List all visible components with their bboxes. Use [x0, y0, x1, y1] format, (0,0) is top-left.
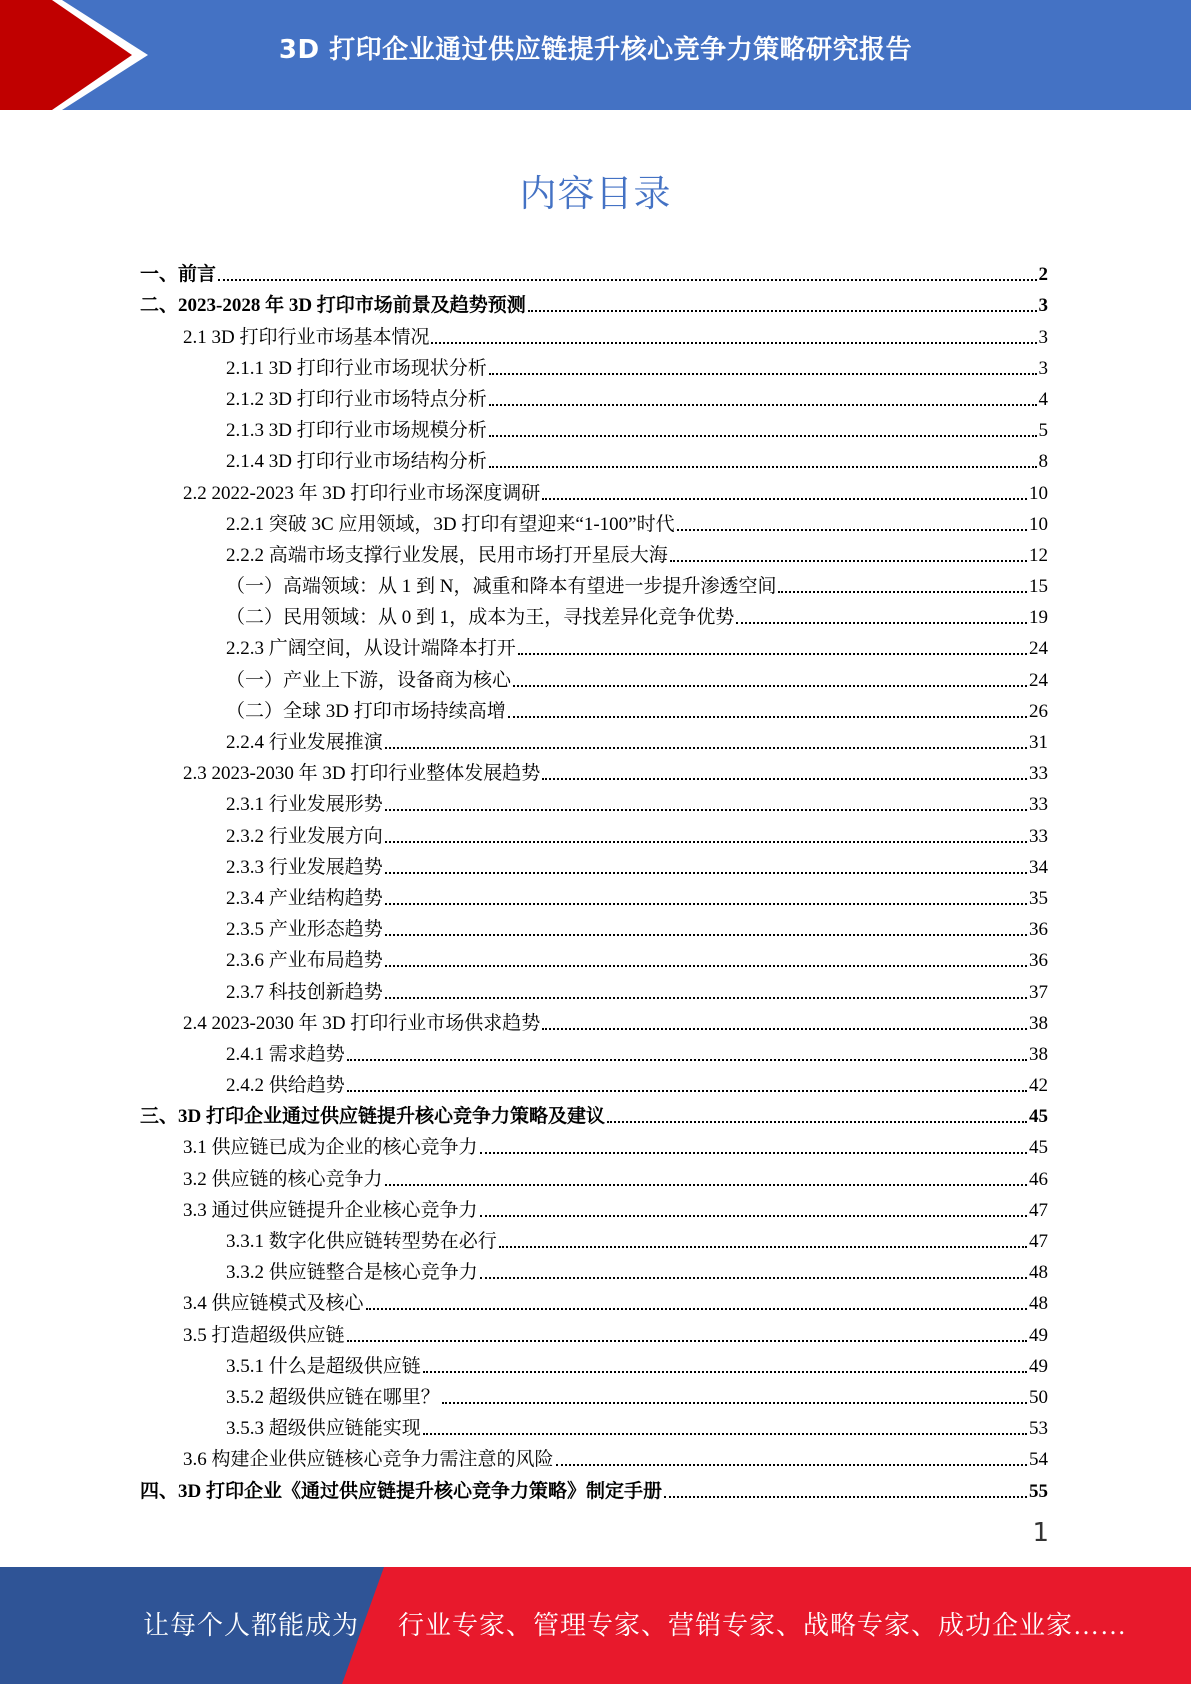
toc-entry-label: 2.2.2 高端市场支撑行业发展，民用市场打开星辰大海 — [226, 544, 668, 566]
toc-entry-page: 46 — [1029, 1168, 1048, 1190]
toc-entry-label: （二）民用领域：从 0 到 1，成本为王，寻找差异化竞争优势 — [226, 607, 735, 629]
toc-entry-label: 3.5.3 超级供应链能实现 — [226, 1418, 421, 1440]
toc-entry-page: 47 — [1029, 1231, 1048, 1252]
toc-entry[interactable] — [140, 941, 1048, 972]
toc-entry-page: 24 — [1029, 669, 1048, 691]
toc-entry[interactable] — [140, 1471, 1048, 1502]
toc-entry[interactable] — [140, 380, 1048, 411]
toc-entry-label: （一）产业上下游，设备商为核心 — [226, 669, 512, 691]
toc-entry-label: 3.6 构建企业供应链核心竞争力需注意的风险 — [183, 1449, 554, 1471]
toc-entry[interactable] — [140, 567, 1048, 598]
toc-heading: 内容目录 — [519, 172, 672, 215]
toc-dot-leader — [366, 1308, 1027, 1310]
toc-entry-label: 2.2.3 广阔空间，从设计端降本打开 — [226, 638, 516, 660]
toc-dot-leader — [480, 1277, 1027, 1279]
toc-entry[interactable] — [140, 848, 1048, 879]
toc-entry[interactable] — [140, 598, 1048, 629]
toc-entry-page: 50 — [1029, 1386, 1048, 1408]
toc-dot-leader — [508, 716, 1027, 718]
page-header — [0, 0, 1191, 110]
toc-dot-leader — [489, 435, 1037, 437]
toc-entry-label: 2.2.1 突破 3C 应用领域，3D 打印有望迎来“1-100”时代 — [226, 513, 675, 535]
toc-entry[interactable] — [140, 1097, 1048, 1128]
toc-dot-leader — [347, 1059, 1027, 1061]
toc-entry-page: 48 — [1029, 1262, 1048, 1284]
toc-entry-page: 35 — [1029, 887, 1048, 909]
toc-dot-leader — [542, 1028, 1027, 1030]
toc-entry[interactable] — [140, 1066, 1048, 1097]
toc-dot-leader — [528, 310, 1037, 312]
toc-dot-leader — [442, 1402, 1027, 1404]
toc-entry-label: 三、3D 打印企业通过供应链提升核心竞争力策略及建议 — [140, 1106, 605, 1128]
toc-dot-leader — [347, 1090, 1027, 1092]
toc-entry[interactable] — [140, 660, 1048, 691]
toc-dot-leader — [385, 965, 1027, 967]
footer-slogan-right: 行业专家、管理专家、营销专家、战略专家、成功企业家…… — [398, 1611, 1128, 1640]
toc-entry[interactable] — [140, 505, 1048, 536]
toc-dot-leader — [385, 903, 1027, 905]
toc-entry[interactable] — [140, 1253, 1048, 1284]
toc-entry-page: 8 — [1038, 451, 1048, 473]
toc-entry-label: 2.3.1 行业发展形势 — [226, 794, 383, 816]
toc-dot-leader — [480, 1152, 1027, 1154]
toc-dot-leader — [542, 498, 1027, 500]
toc-entry[interactable] — [140, 349, 1048, 380]
toc-entry-page: 34 — [1029, 856, 1048, 878]
page-number: 1 — [1032, 1518, 1049, 1548]
toc-entry-page: 4 — [1038, 388, 1048, 410]
toc-dot-leader — [542, 778, 1027, 780]
toc-entry-page: 24 — [1029, 638, 1048, 660]
toc-entry-page: 15 — [1029, 576, 1048, 598]
toc-entry-page: 38 — [1029, 1012, 1048, 1034]
toc-entry-page: 54 — [1029, 1449, 1048, 1471]
toc-entry[interactable] — [140, 629, 1048, 660]
page-footer — [0, 1567, 1191, 1684]
toc-entry[interactable] — [140, 1191, 1048, 1222]
toc-entry[interactable] — [140, 1409, 1048, 1440]
toc-entry-label: 2.2 2022-2023 年 3D 打印行业市场深度调研 — [183, 482, 541, 504]
toc-entry[interactable] — [140, 816, 1048, 847]
toc-entry-label: 2.1.2 3D 打印行业市场特点分析 — [226, 388, 487, 410]
toc-entry-label: 3.1 供应链已成为企业的核心竞争力 — [183, 1137, 478, 1159]
toc-entry-page: 3 — [1038, 326, 1048, 348]
toc-dot-leader — [480, 1215, 1027, 1217]
toc-entry-page: 36 — [1029, 950, 1048, 972]
toc-entry-page: 3 — [1038, 295, 1048, 317]
toc-entry-label: 2.1.1 3D 打印行业市场现状分析 — [226, 357, 487, 379]
toc-entry-label: 2.1.3 3D 打印行业市场规模分析 — [226, 420, 487, 442]
toc-entry[interactable] — [140, 255, 1048, 286]
toc-entry[interactable] — [140, 1159, 1048, 1190]
toc-dot-leader — [670, 560, 1027, 562]
toc-dot-leader — [385, 841, 1027, 843]
toc-entry[interactable] — [140, 972, 1048, 1003]
toc-entry-page: 36 — [1029, 919, 1048, 941]
toc-dot-leader — [385, 997, 1027, 999]
toc-entry-label: 2.3.5 产业形态趋势 — [226, 919, 383, 941]
toc-entry[interactable] — [140, 754, 1048, 785]
toc-entry[interactable] — [140, 1128, 1048, 1159]
toc-entry-label: 四、3D 打印企业《通过供应链提升核心竞争力策略》制定手册 — [140, 1480, 662, 1502]
toc-dot-leader — [518, 653, 1027, 655]
toc-entry[interactable] — [140, 692, 1048, 723]
toc-entry-page: 31 — [1029, 732, 1048, 753]
toc-entry-page: 26 — [1029, 700, 1048, 722]
toc-dot-leader — [385, 1184, 1027, 1186]
toc-entry-label: 3.5 打造超级供应链 — [183, 1324, 345, 1346]
toc-entry[interactable] — [140, 317, 1048, 348]
toc-dot-leader — [677, 529, 1027, 531]
toc-entry-label: 2.2.4 行业发展推演 — [226, 732, 383, 753]
toc-entry-label: 2.4.2 供给趋势 — [226, 1075, 345, 1097]
toc-entry-page: 49 — [1029, 1355, 1048, 1377]
toc-entry-label: 2.3.7 科技创新趋势 — [226, 981, 383, 1003]
toc-entry[interactable] — [140, 1222, 1048, 1253]
toc-entry-label: 2.3.3 行业发展趋势 — [226, 856, 383, 878]
toc-entry[interactable] — [140, 879, 1048, 910]
toc-dot-leader — [423, 1433, 1027, 1435]
toc-entry-page: 38 — [1029, 1043, 1048, 1065]
toc-entry-page: 45 — [1029, 1137, 1048, 1159]
toc-entry-page: 10 — [1029, 482, 1048, 504]
toc-dot-leader — [385, 747, 1027, 749]
toc-entry[interactable] — [140, 286, 1048, 317]
toc-entry[interactable] — [140, 442, 1048, 473]
toc-entry[interactable] — [140, 785, 1048, 816]
toc-entry-page: 55 — [1029, 1480, 1048, 1502]
toc-entry-page: 3 — [1038, 357, 1048, 379]
toc-entry-page: 48 — [1029, 1293, 1048, 1315]
toc-dot-leader — [607, 1121, 1027, 1123]
toc-entry-label: 2.3 2023-2030 年 3D 打印行业整体发展趋势 — [183, 763, 541, 785]
toc-entry-label: （一）高端领域：从 1 到 N，减重和降本有望进一步提升渗透空间 — [226, 576, 777, 598]
toc-entry-page: 12 — [1029, 544, 1048, 566]
toc-entry-page: 53 — [1029, 1418, 1048, 1440]
toc-entry-label: （二）全球 3D 打印市场持续高增 — [226, 700, 506, 722]
toc-dot-leader — [385, 872, 1027, 874]
toc-entry-label: 一、前言 — [140, 264, 217, 286]
toc-entry[interactable] — [140, 536, 1048, 567]
toc-entry-label: 2.3.6 产业布局趋势 — [226, 950, 383, 972]
toc-entry[interactable] — [140, 1347, 1048, 1378]
toc-dot-leader — [556, 1464, 1027, 1466]
toc-entry[interactable] — [140, 723, 1048, 754]
toc-entry[interactable] — [140, 1035, 1048, 1066]
toc-entry-page: 33 — [1029, 763, 1048, 785]
toc-entry-label: 二、2023-2028 年 3D 打印市场前景及趋势预测 — [140, 295, 526, 317]
report-title: 3D 打印企业通过供应链提升核心竞争力策略研究报告 — [278, 35, 913, 65]
toc-entry[interactable] — [140, 1004, 1048, 1035]
toc-entry[interactable] — [140, 1378, 1048, 1409]
toc-entry-label: 3.5.1 什么是超级供应链 — [226, 1355, 421, 1377]
table-of-contents — [140, 255, 1048, 1503]
toc-entry-page: 47 — [1029, 1199, 1048, 1221]
toc-entry-page: 49 — [1029, 1324, 1048, 1346]
toc-dot-leader — [778, 591, 1027, 593]
toc-dot-leader — [489, 373, 1037, 375]
toc-entry-page: 2 — [1038, 264, 1048, 286]
toc-entry-label: 3.4 供应链模式及核心 — [183, 1293, 364, 1315]
toc-entry-page: 5 — [1038, 420, 1048, 442]
toc-dot-leader — [385, 934, 1027, 936]
toc-entry[interactable] — [140, 1284, 1048, 1315]
toc-entry-label: 2.3.2 行业发展方向 — [226, 825, 383, 847]
toc-dot-leader — [736, 622, 1027, 624]
toc-entry-label: 3.3.1 数字化供应链转型势在必行 — [226, 1231, 497, 1252]
toc-entry[interactable] — [140, 411, 1048, 442]
toc-entry-page: 10 — [1029, 513, 1048, 535]
toc-entry-page: 45 — [1029, 1106, 1048, 1128]
toc-entry-label: 3.3 通过供应链提升企业核心竞争力 — [183, 1199, 478, 1221]
toc-entry-label: 2.4 2023-2030 年 3D 打印行业市场供求趋势 — [183, 1012, 541, 1034]
toc-dot-leader — [664, 1496, 1027, 1498]
toc-entry-page: 19 — [1029, 607, 1048, 629]
toc-entry-label: 2.3.4 产业结构趋势 — [226, 887, 383, 909]
toc-dot-leader — [423, 1371, 1027, 1373]
toc-dot-leader — [489, 404, 1037, 406]
toc-entry[interactable] — [140, 1315, 1048, 1346]
toc-dot-leader — [431, 342, 1036, 344]
toc-entry-label: 2.1 3D 打印行业市场基本情况 — [183, 326, 430, 348]
toc-entry-label: 2.4.1 需求趋势 — [226, 1043, 345, 1065]
footer-slogan-left: 让每个人都能成为 — [143, 1611, 360, 1640]
toc-entry-label: 3.5.2 超级供应链在哪里？ — [226, 1386, 440, 1408]
toc-dot-leader — [347, 1340, 1027, 1342]
toc-entry-page: 33 — [1029, 794, 1048, 816]
toc-entry[interactable] — [140, 1440, 1048, 1471]
toc-entry[interactable] — [140, 473, 1048, 504]
toc-entry-label: 2.1.4 3D 打印行业市场结构分析 — [226, 451, 487, 473]
toc-dot-leader — [218, 279, 1036, 281]
toc-entry-label: 3.2 供应链的核心竞争力 — [183, 1168, 383, 1190]
toc-entry-page: 42 — [1029, 1075, 1048, 1097]
toc-dot-leader — [385, 809, 1027, 811]
toc-entry-label: 3.3.2 供应链整合是核心竞争力 — [226, 1262, 478, 1284]
toc-dot-leader — [499, 1246, 1027, 1248]
toc-entry-page: 33 — [1029, 825, 1048, 847]
toc-dot-leader — [513, 685, 1027, 687]
toc-entry-page: 37 — [1029, 981, 1048, 1003]
toc-entry[interactable] — [140, 910, 1048, 941]
toc-dot-leader — [489, 466, 1037, 468]
